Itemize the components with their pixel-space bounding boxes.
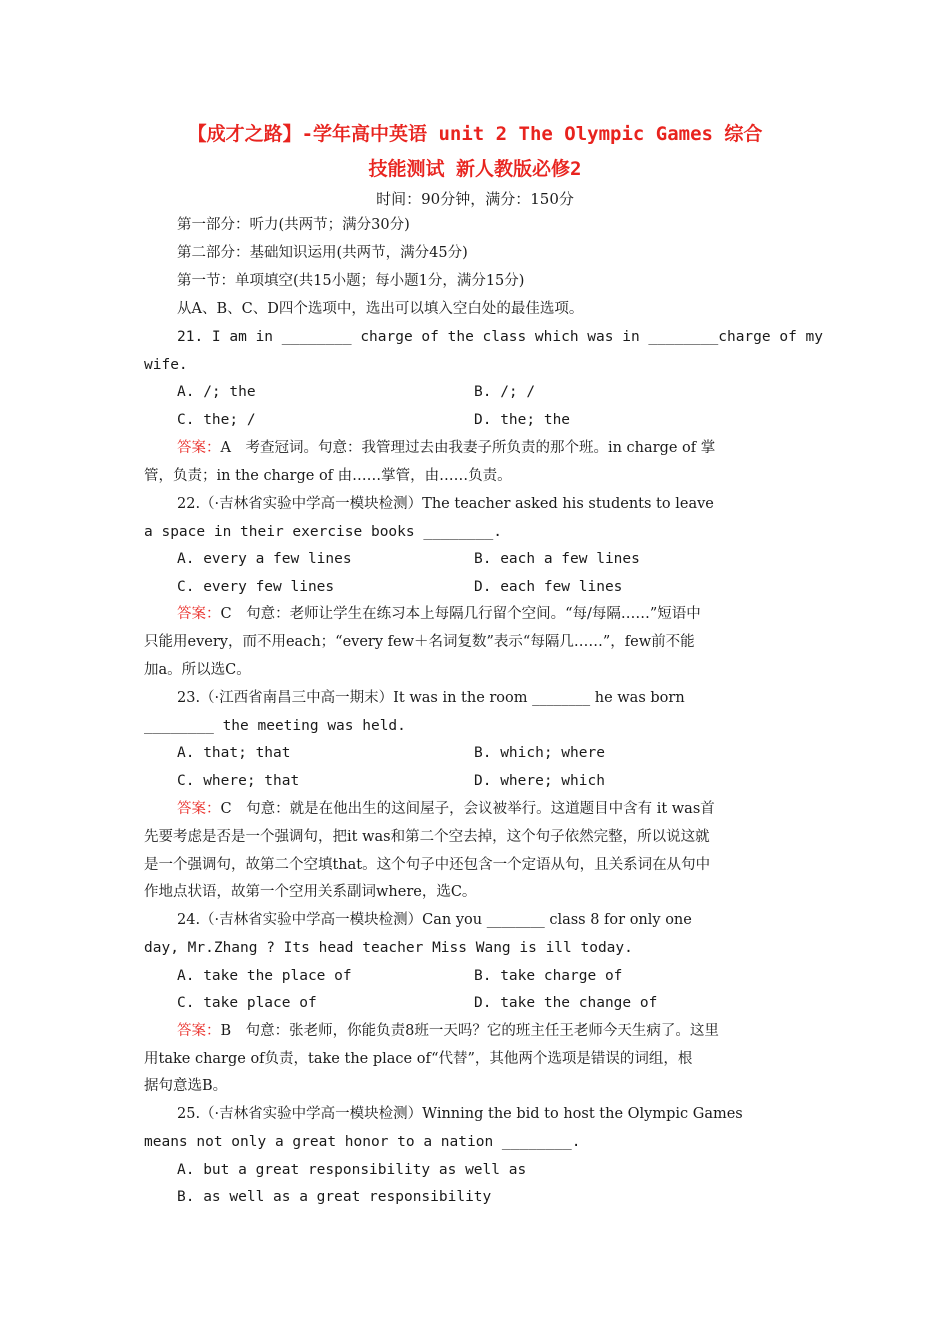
- answer-text: B 句意：张老师，你能负责8班一天吗？它的班主任王老师今天生病了。这里: [220, 1023, 719, 1039]
- answer-explanation-cont: 只能用every，而不用each；“every few＋名词复数”表示“每隔几……”，few前不能: [144, 634, 695, 650]
- option-a: A. take the place of: [177, 968, 352, 984]
- answer-text: C 句意：就是在他出生的这间屋子，会议被举行。这道题目中含有 it was首: [220, 801, 715, 817]
- option-b: B. /; /: [474, 384, 536, 400]
- question-stem: 25.（·吉林省实验中学高一模块检测）Winning the bid to host the Olympic Games: [177, 1106, 743, 1122]
- exam-time-info: 时间：90分钟，满分：150分: [376, 190, 574, 208]
- question-stem: 24.（·吉林省实验中学高一模块检测）Can you ________ class 8 for only one: [177, 912, 692, 928]
- question-stem: 23.（·江西省南昌三中高一期末）It was in the room ________ he was born: [177, 690, 685, 706]
- option-d: D. each few lines: [474, 579, 623, 595]
- question-stem: 22.（·吉林省实验中学高一模块检测）The teacher asked his students to leave: [177, 496, 714, 512]
- option-d: D. the; the: [474, 412, 571, 428]
- question-stem-cont: means not only a great honor to a nation ________.: [144, 1134, 581, 1150]
- section-listening: 第一部分：听力(共两节；满分30分): [177, 217, 410, 233]
- question-stem-cont: ________ the meeting was held.: [144, 718, 406, 734]
- answer-text: A 考查冠词。句意：我管理过去由我妻子所负责的那个班。in charge of 掌: [220, 440, 716, 456]
- option-c: C. the; /: [177, 412, 256, 428]
- answer-label: 答案：: [177, 1023, 221, 1039]
- option-a: A. every a few lines: [177, 551, 352, 567]
- answer-label: 答案：: [177, 606, 221, 622]
- section-single-choice: 第一节：单项填空(共15小题；每小题1分，满分15分): [177, 273, 525, 289]
- answer-explanation-cont: 管，负责；in the charge of 由……掌管，由……负责。: [144, 468, 512, 484]
- option-c: C. every few lines: [177, 579, 335, 595]
- option-b: B. take charge of: [474, 968, 623, 984]
- question-stem: 21. I am in ________ charge of the class which was in ________charge of my: [177, 329, 824, 345]
- answer-explanation: [177, 797, 806, 821]
- answer-explanation-cont: 先要考虑是否是一个强调句，把it was和第二个空去掉，这个句子依然完整，所以说这就: [144, 829, 710, 845]
- option-b: B. each a few lines: [474, 551, 640, 567]
- answer-explanation-cont: 用take charge of负责，take the place of“代替”，其他两个选项是错误的词组，根: [144, 1051, 693, 1067]
- answer-explanation: [177, 436, 806, 460]
- option-a: A. but a great responsibility as well as: [177, 1162, 527, 1178]
- option-d: D. take the change of: [474, 995, 658, 1011]
- option-a: A. that; that: [177, 745, 291, 761]
- question-stem-cont: wife.: [144, 357, 188, 373]
- answer-label: 答案：: [177, 801, 221, 817]
- answer-explanation-cont: 加a。所以选C。: [144, 662, 251, 678]
- option-b: B. which; where: [474, 745, 605, 761]
- instruction: 从A、B、C、D四个选项中，选出可以填入空白处的最佳选项。: [177, 301, 584, 317]
- question-stem-cont: day, Mr.Zhang ? Its head teacher Miss Wang is ill today.: [144, 940, 633, 956]
- answer-explanation-cont: 作地点状语，故第一个空用关系副词where，选C。: [144, 884, 477, 900]
- answer-label: 答案：: [177, 440, 221, 456]
- answer-explanation-cont: 据句意选B。: [144, 1078, 228, 1094]
- option-c: C. where; that: [177, 773, 300, 789]
- question-stem-cont: a space in their exercise books ________.: [144, 524, 502, 540]
- answer-explanation-cont: 是一个强调句，故第二个空填that。这个句子中还包含一个定语从句，且关系词在从句中: [144, 857, 711, 873]
- document-title-line-2: 技能测试 新人教版必修2: [368, 158, 582, 180]
- answer-text: C 句意：老师让学生在练习本上每隔几行留个空间。“每/每隔……”短语中: [220, 606, 701, 622]
- section-basics: 第二部分：基础知识运用(共两节，满分45分): [177, 245, 468, 261]
- document-title-line-1: 【成才之路】-学年高中英语 unit 2 The Olympic Games 综合: [187, 123, 763, 145]
- answer-explanation: [177, 602, 806, 626]
- option-d: D. where; which: [474, 773, 605, 789]
- option-c: C. take place of: [177, 995, 317, 1011]
- option-a: A. /; the: [177, 384, 256, 400]
- answer-explanation: [177, 1019, 806, 1043]
- option-b: B. as well as a great responsibility: [177, 1189, 492, 1205]
